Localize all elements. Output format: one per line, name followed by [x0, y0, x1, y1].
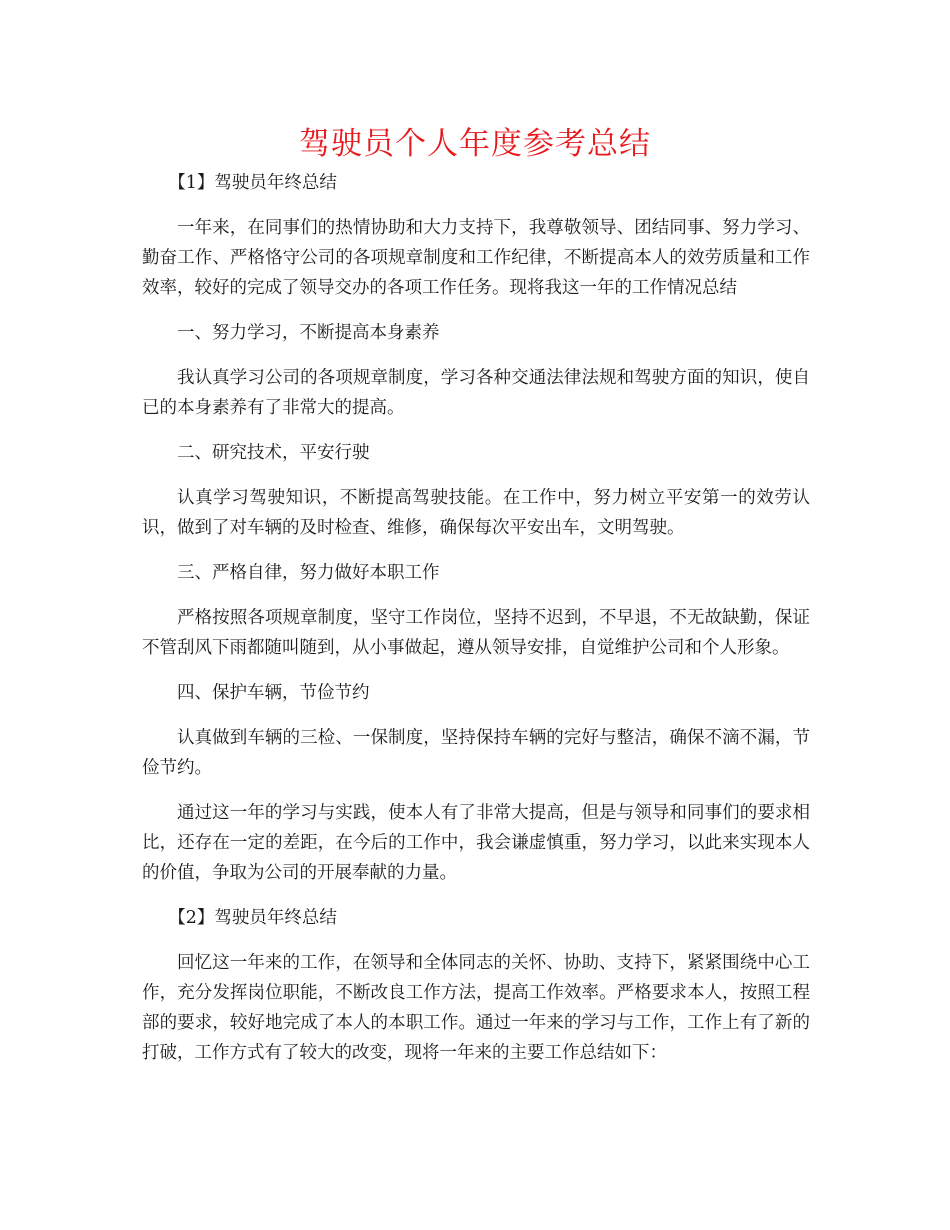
section-heading-2: 【2】驾驶员年终总结: [168, 908, 337, 928]
section-heading-1: 【1】驾驶员年终总结: [168, 173, 337, 193]
subheading-self-discipline: 三、严格自律，努力做好本职工作: [177, 563, 440, 583]
subheading-study: 一、努力学习，不断提高本身素养: [177, 323, 440, 343]
document-title: 驾驶员个人年度参考总结: [299, 126, 651, 162]
document-body: [142, 168, 810, 1083]
paragraph-safe-driving: 认真学习驾驶知识，不断提高驾驶技能。在工作中，努力树立平安第一的效劳认识，做到了对车辆的及时检查、维修，确保每次平安出车，文明驾驶。: [142, 488, 810, 538]
paragraph-vehicle-care: 认真做到车辆的三检、一保制度，坚持保持车辆的完好与整洁，确保不滴不漏，节俭节约。: [142, 728, 810, 778]
paragraph-study: 我认真学习公司的各项规章制度，学习各种交通法律法规和驾驶方面的知识，使自已的本身素养有了非常大的提高。: [142, 368, 810, 418]
paragraph-self-discipline: 严格按照各项规章制度，坚守工作岗位，坚持不迟到，不早退，不无故缺勤，保证不管刮风下雨都随叫随到，从小事做起，遵从领导安排，自觉维护公司和个人形象。: [142, 608, 810, 658]
paragraph-conclusion: 通过这一年的学习与实践，使本人有了非常大提高，但是与领导和同事们的要求相比，还存在一定的差距，在今后的工作中，我会谦虚慎重，努力学习，以此来实现本人的价值，争取为公司的开展奉献的力量。: [142, 803, 810, 883]
paragraph-review: 回忆这一年来的工作，在领导和全体同志的关怀、协助、支持下，紧紧围绕中心工作，充分发挥岗位职能，不断改良工作方法，提高工作效率。严格要求本人，按照工程部的要求，较好地完成了本人的本职工作。通过一年来的学习与工作，工作上有了新的打破，工作方式有了较大的改变，现将一年来的主要工作总结如下：: [142, 953, 810, 1063]
subheading-vehicle-care: 四、保护车辆，节俭节约: [177, 683, 370, 703]
paragraph-intro: 一年来，在同事们的热情协助和大力支持下，我尊敬领导、团结同事、努力学习、勤奋工作、严格恪守公司的各项规章制度和工作纪律，不断提高本人的效劳质量和工作效率，较好的完成了领导交办的各项工作任务。现将我这一年的工作情况总结: [142, 218, 810, 298]
subheading-safe-driving: 二、研究技术，平安行驶: [177, 443, 370, 463]
